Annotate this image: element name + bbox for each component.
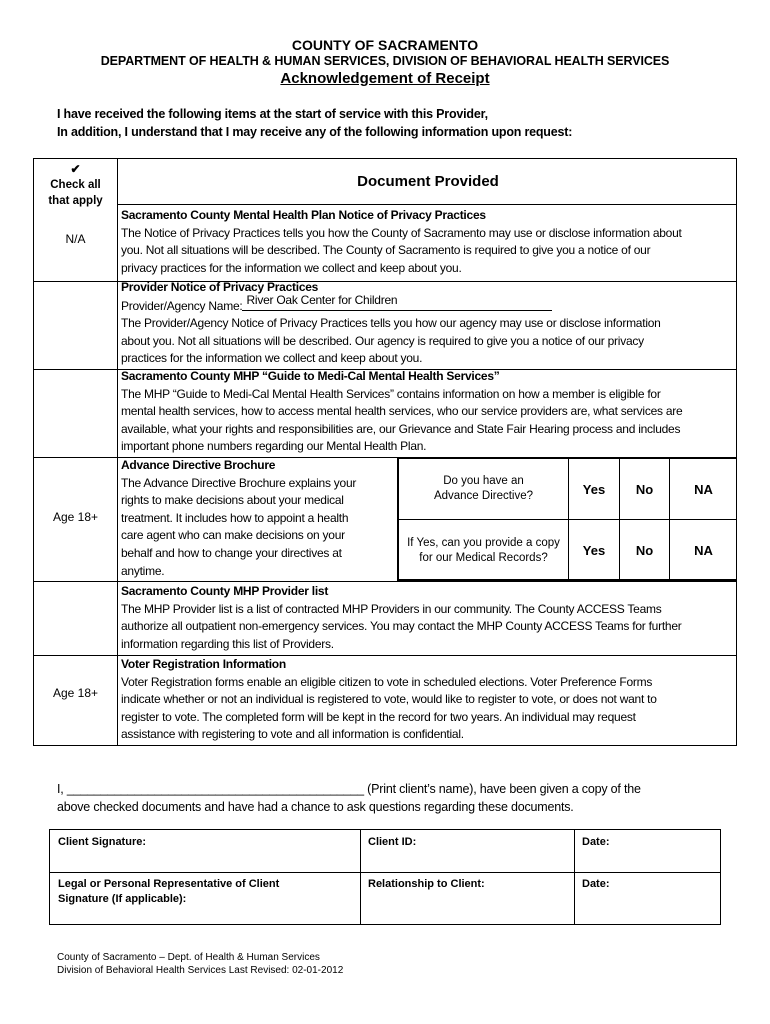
rep-label: Signature (If applicable): (58, 893, 187, 905)
yes-option[interactable]: Yes (582, 543, 606, 558)
document-text: The MHP “Guide to Medi-Cal Mental Health Services” contains information on how a member is eligible for (121, 386, 661, 401)
check-header-line: that apply (48, 195, 103, 207)
document-text: The Advance Directive Brochure explains your (121, 475, 357, 490)
document-text: The Notice of Privacy Practices tells you how the County of Sacramento may use or disclose information about (121, 225, 682, 240)
row-divider (34, 581, 737, 582)
document-text: register to vote. The completed form will be kept in the record for two years. An individual may request (121, 709, 636, 724)
question-text: Advance Directive? (433, 490, 534, 502)
question-advance-directive (399, 459, 568, 519)
document-row (121, 207, 682, 277)
document-text: indicate whether or not an individual is registered to vote, would like to register to vote, or does not want to (121, 692, 657, 707)
sig-divider (50, 872, 720, 873)
document-row (121, 368, 682, 456)
client-id-field[interactable]: Client ID: (368, 836, 417, 848)
document-text: information regarding this list of Providers. (121, 636, 334, 651)
document-row (121, 279, 661, 368)
date-field-2[interactable]: Date: (582, 878, 610, 890)
document-row (121, 583, 682, 653)
county-title: COUNTY OF SACRAMENTO (291, 37, 479, 53)
header-divider (118, 204, 737, 205)
question-text: If Yes, can you provide a copy (407, 536, 560, 549)
check-cell[interactable]: Age 18+ (52, 686, 99, 700)
document-row (121, 457, 356, 580)
question-provide-copy (399, 520, 568, 581)
check-column-header (34, 161, 117, 209)
document-title: Voter Registration Information (121, 657, 286, 671)
document-text: about you. Not all situations will be described. Our agency is required to give you a notice of our privacy (121, 333, 644, 348)
documents-table (33, 158, 737, 746)
intro-line-2: In addition, I understand that I may receive any of the following information upon request: (57, 125, 573, 139)
agency-name-line (121, 292, 661, 316)
check-header-line: Check all (50, 179, 101, 191)
na-option[interactable]: NA (694, 481, 713, 497)
document-text: The Provider/Agency Notice of Privacy Practices tells you how our agency may use or disclose information (121, 316, 661, 331)
document-text: anytime. (121, 563, 165, 578)
na-option[interactable]: NA (694, 543, 713, 558)
department-title: DEPARTMENT OF HEALTH & HUMAN SERVICES, DIVISION OF BEHAVIORAL HEALTH SERVICES (100, 54, 670, 68)
document-text: authorize all outpatient non-emergency services. You may contact the MHP County ACCESS Teams for further (121, 619, 682, 634)
agency-name-label: Provider/Agency Name: (121, 298, 243, 313)
agency-name-field[interactable] (242, 292, 552, 311)
document-text: available, what your rights and responsibilities are, our Grievance and State Fair Hearing process and includes (121, 421, 681, 436)
yes-option[interactable]: Yes (582, 481, 606, 497)
signature-table (49, 829, 721, 925)
document-text: privacy practices for the information we collect and keep about you. (121, 260, 462, 275)
sig-divider (574, 830, 575, 924)
document-text: care agent who can make decisions on your (121, 528, 345, 543)
acknowledgement-statement[interactable]: I, ____________________________________________ (Print client’s name), have been given a copy of the (57, 782, 641, 796)
footer-line-1: County of Sacramento – Dept. of Health & Human Services (57, 952, 320, 963)
check-mark-icon: ✔ (70, 162, 81, 176)
form-title: Acknowledgement of Receipt (280, 70, 490, 87)
document-text: important phone numbers regarding our Mental Health Plan. (121, 439, 427, 454)
document-text: assistance with registering to vote and all information is confidential. (121, 727, 464, 742)
document-text: Voter Registration forms enable an eligible citizen to vote in scheduled elections. Voter Preference Forms (121, 674, 653, 689)
rep-label: Legal or Personal Representative of Client (58, 878, 280, 890)
document-title: Sacramento County Mental Health Plan Notice of Privacy Practices (121, 208, 486, 222)
document-text: The MHP Provider list is a list of contracted MHP Providers in our community. The County ACCESS Teams (121, 601, 662, 616)
advance-directive-questions (397, 457, 737, 581)
document-column-header: Document Provided (357, 173, 499, 190)
document-text: mental health services, how to access mental health services, who our service providers are, what services are (121, 404, 683, 419)
representative-signature-field[interactable] (58, 877, 279, 907)
intro-line-1: I have received the following items at the start of service with this Provider, (57, 107, 488, 121)
question-text: Do you have an (443, 475, 524, 487)
document-title: Sacramento County MHP “Guide to Medi-Cal Mental Health Services” (121, 369, 500, 383)
document-title: Advance Directive Brochure (121, 458, 276, 472)
document-text: behalf and how to change your directives at (121, 545, 342, 560)
check-cell[interactable]: N/A (65, 232, 86, 246)
document-text: treatment. It includes how to appoint a health (121, 510, 349, 525)
relationship-field[interactable]: Relationship to Client: (368, 878, 485, 890)
no-option[interactable]: No (635, 543, 654, 558)
date-field[interactable]: Date: (582, 836, 610, 848)
document-text: rights to make decisions about your medical (121, 493, 344, 508)
document-text: practices for the information we collect and keep about you. (121, 351, 423, 366)
agency-name-value: River Oak Center for Children (246, 292, 398, 307)
check-cell[interactable]: Age 18+ (52, 510, 99, 524)
footer-line-2: Division of Behavioral Health Services Last Revised: 02-01-2012 (57, 965, 344, 976)
document-title: Sacramento County MHP Provider list (121, 584, 329, 598)
column-divider (117, 159, 118, 745)
document-text: you. Not all situations will be described. The County of Sacramento is required to give you a notice of our (121, 243, 651, 258)
client-signature-field[interactable]: Client Signature: (58, 836, 147, 848)
no-option[interactable]: No (635, 481, 654, 497)
document-title: Provider Notice of Privacy Practices (121, 280, 319, 294)
document-row (121, 656, 657, 744)
sig-divider (360, 830, 361, 924)
question-text: for our Medical Records? (419, 551, 548, 564)
acknowledgement-statement-2: above checked documents and have had a chance to ask questions regarding these documents. (57, 800, 574, 814)
